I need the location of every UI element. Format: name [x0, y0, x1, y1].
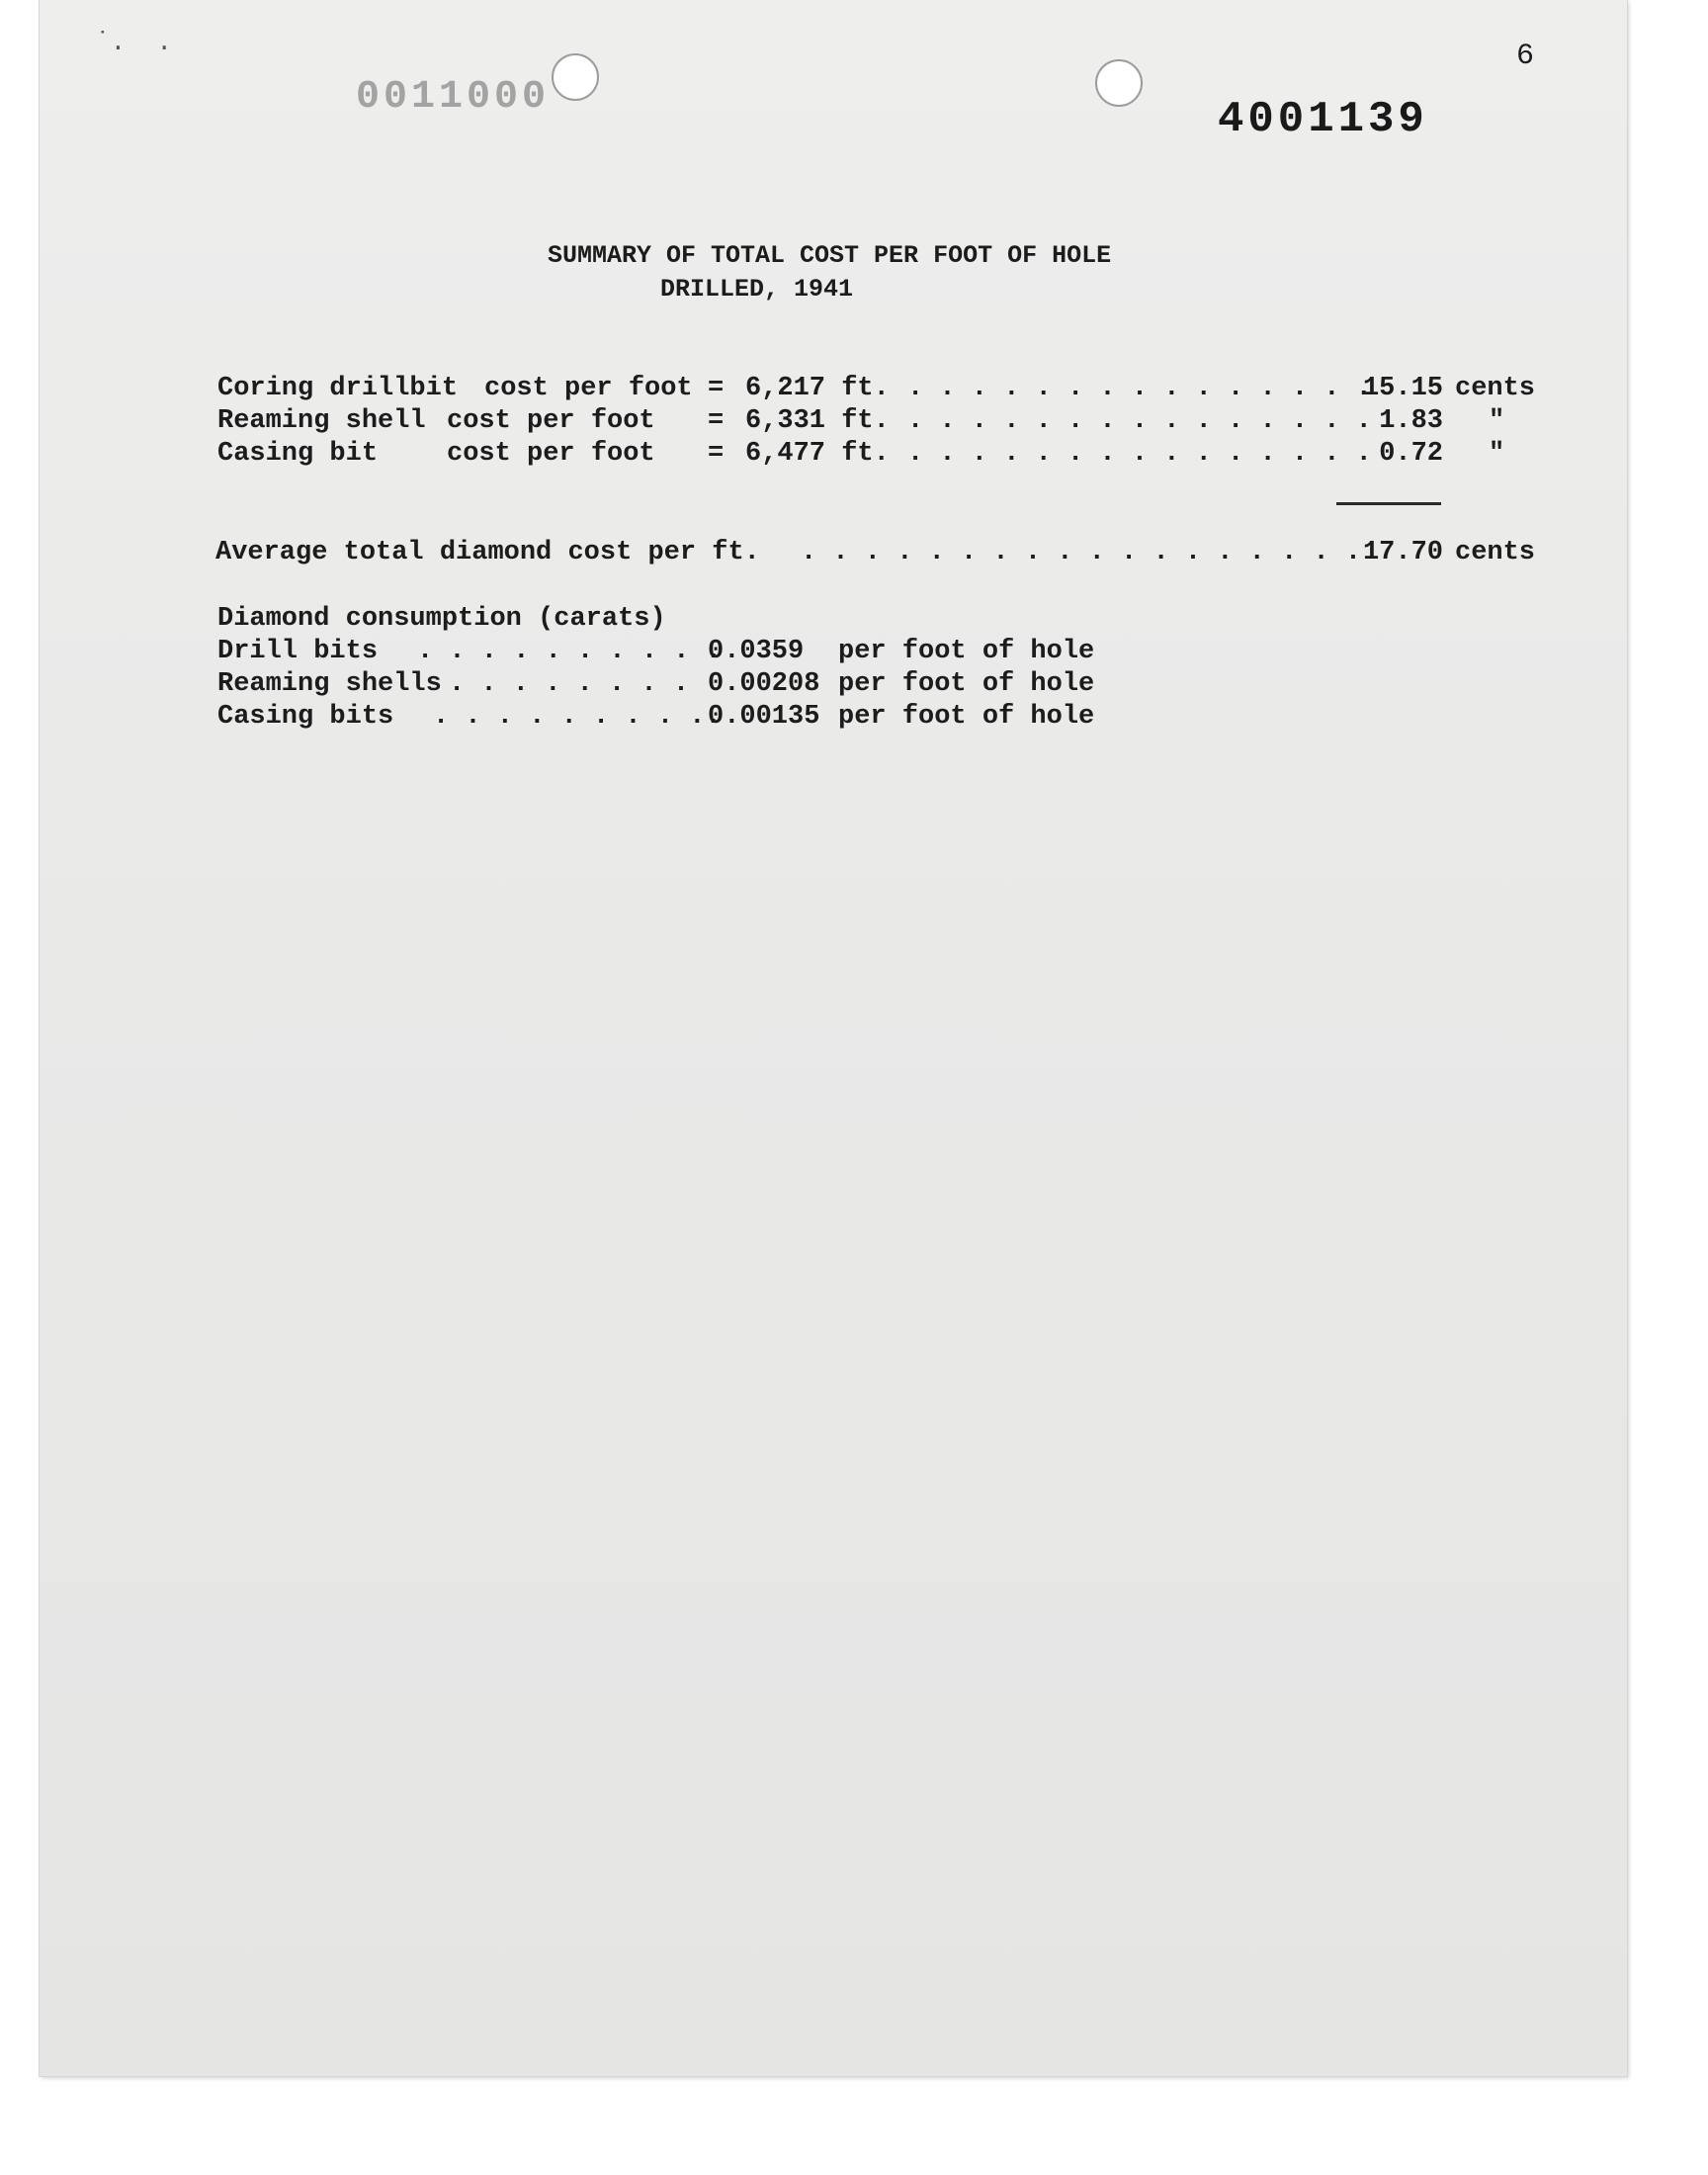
cost-leader: . . . . . . . . . . . . . . . — [907, 406, 1372, 436]
title-line-2: DRILLED, 1941 — [660, 275, 854, 304]
document-stamp-number: 4001139 — [1218, 95, 1428, 144]
consumption-heading: Diamond consumption (carats) — [217, 604, 666, 634]
cost-equals: = — [708, 406, 725, 436]
cost-value: 0.72 — [1379, 439, 1443, 469]
cost-footage: 6,331 ft. — [745, 406, 890, 436]
cost-equals: = — [708, 374, 725, 403]
consumption-value: 0.00208 — [708, 669, 820, 699]
cost-equals: = — [708, 439, 725, 469]
consumption-suffix: per foot of hole — [838, 637, 1095, 666]
cost-item: Reaming shell — [217, 406, 426, 436]
consumption-value: 0.0359 — [708, 637, 805, 666]
cost-unit: " — [1489, 406, 1505, 436]
title-line-1: SUMMARY OF TOTAL COST PER FOOT OF HOLE — [548, 241, 1112, 270]
document-page — [40, 0, 1627, 2076]
consumption-suffix: per foot of hole — [838, 669, 1095, 699]
cost-unit: " — [1489, 439, 1505, 469]
punch-hole-left — [552, 53, 599, 101]
margin-marks: ˙. . — [95, 28, 173, 57]
cost-unit: cents — [1455, 374, 1536, 403]
punch-hole-right — [1095, 59, 1143, 107]
cost-leader: . . . . . . . . . . . . . . . — [907, 374, 1372, 403]
consumption-item: Drill bits — [217, 637, 379, 666]
cost-basis: cost per foot — [447, 439, 655, 469]
consumption-leader: . . . . . . . . .. — [433, 702, 722, 732]
consumption-leader: . . . . . . . . . . — [417, 637, 722, 666]
average-unit: cents — [1455, 538, 1536, 567]
faint-stamp-number: 0011000 — [356, 75, 551, 120]
cost-basis: cost per foot — [447, 406, 655, 436]
consumption-value: 0.00135 — [708, 702, 820, 732]
consumption-suffix: per foot of hole — [838, 702, 1095, 732]
cost-leader: . . . . . . . . . . . . . . . — [907, 439, 1372, 469]
consumption-item: Casing bits — [217, 702, 394, 732]
average-leader: . . . . . . . . . . . . . . . . . . — [801, 538, 1362, 567]
cost-item: Casing bit — [217, 439, 379, 469]
cost-footage: 6,217 ft. — [745, 374, 890, 403]
cost-basis: cost per foot — [484, 374, 693, 403]
average-value: 17.70 — [1362, 538, 1443, 567]
cost-value: 1.83 — [1379, 406, 1443, 436]
cost-footage: 6,477 ft. — [745, 439, 890, 469]
cost-value: 15.15 — [1362, 374, 1443, 403]
sum-rule — [1336, 502, 1441, 505]
page-number: 6 — [1516, 40, 1535, 73]
consumption-item: Reaming shells — [217, 669, 442, 699]
average-label: Average total diamond cost per ft. — [215, 538, 760, 567]
consumption-leader: . . . . . . . . — [449, 669, 690, 699]
cost-item: Coring drillbit — [217, 374, 459, 403]
